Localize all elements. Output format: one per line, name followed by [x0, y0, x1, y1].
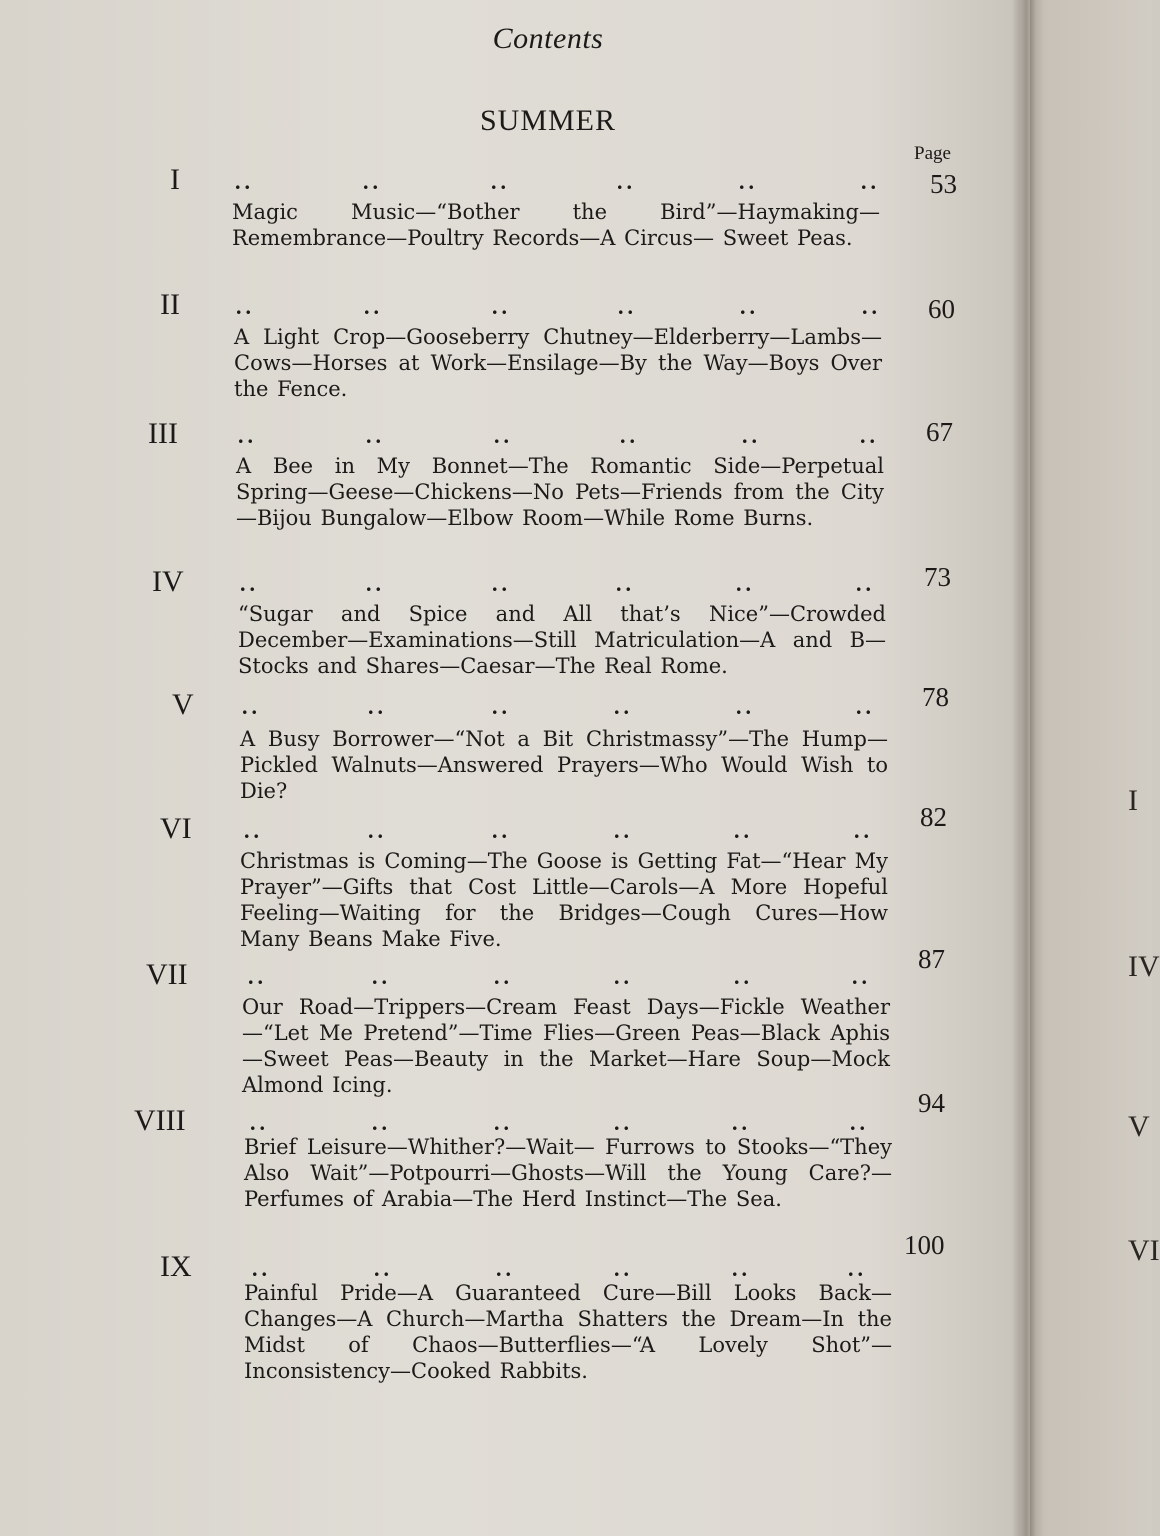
chapter-numeral: I — [170, 163, 180, 196]
chapter-description: “Sugar and Spice and All that’s Nice”—Crowded December—Examinations—Still Matriculation—A and B—Stocks and Shares—Caesar—The Real Rome. — [238, 602, 886, 678]
gutter-shadow — [1012, 0, 1036, 1536]
chapter-description: A Busy Borrower—“Not a Bit Christmassy”—The Hump—Pickled Walnuts—Answered Prayers—Who Would Wish to Die? — [240, 727, 888, 803]
facing-page-fragment: I — [1128, 784, 1138, 817]
page-number: 60 — [928, 294, 955, 324]
chapter-description: Christmas is Coming—The Goose is Getting Fat—“Hear My Prayer”—Gifts that Cost Little—Carols—A More Hopeful Feeling—Waiting for the Bridges—Cough Cures—How Many Beans Make Five. — [240, 849, 888, 951]
chapter-numeral: IV — [152, 565, 184, 598]
facing-page-fragment: V — [1128, 1110, 1150, 1143]
running-head: Contents — [492, 22, 604, 55]
chapter-numeral: V — [172, 688, 194, 721]
dot-leaders: .. .. .. .. .. .. — [252, 1256, 867, 1281]
page-number: 87 — [918, 944, 945, 974]
dot-leaders: .. .. .. .. .. .. — [236, 294, 881, 319]
chapter-description: A Light Crop—Gooseberry Chutney—Elderberry—Lambs—Cows—Horses at Work—Ensilage—By the Way—Boys Over the Fence. — [234, 325, 882, 401]
page-number: 67 — [926, 417, 953, 447]
chapter-numeral: II — [160, 288, 180, 321]
facing-page-fragment: VI — [1128, 1234, 1160, 1267]
page-number: 100 — [904, 1230, 945, 1260]
facing-page-fragment: IV — [1128, 950, 1160, 983]
chapter-description: A Bee in My Bonnet—The Romantic Side—Perpetual Spring—Geese—Chickens—No Pets—Friends from the City—Bijou Bungalow—Elbow Room—While Rome Burns. — [236, 454, 884, 530]
chapter-numeral: VI — [160, 812, 192, 845]
section-title: SUMMER — [479, 104, 617, 137]
page-number: 53 — [930, 169, 957, 199]
dot-leaders: .. .. .. .. .. .. — [242, 694, 875, 719]
chapter-description: Painful Pride—A Guaranteed Cure—Bill Looks Back—Changes—A Church—Martha Shatters the Dream—In the Midst of Chaos—Butterflies—“A Lovely Shot”—Inconsistency—Cooked Rabbits. — [244, 1281, 892, 1383]
dot-leaders: .. .. .. .. .. .. — [240, 571, 875, 596]
page-number: 78 — [922, 682, 949, 712]
chapter-numeral: IX — [160, 1250, 192, 1283]
dot-leaders: .. .. .. .. .. .. — [235, 169, 880, 194]
chapter-numeral: VII — [146, 958, 188, 991]
page-number: 82 — [920, 802, 947, 832]
dot-leaders: .. .. .. .. .. .. — [250, 1110, 869, 1135]
chapter-description: Magic Music—“Bother the Bird”—Haymaking—Remembrance—Poultry Records—A Circus— Sweet Peas. — [232, 200, 880, 250]
chapter-numeral: III — [148, 417, 178, 450]
chapter-description: Our Road—Trippers—Cream Feast Days—Fickle Weather—“Let Me Pretend”—Time Flies—Green Peas—Black Aphis—Sweet Peas—Beauty in the Market—Hare Soup—Mock Almond Icing. — [242, 995, 890, 1097]
chapter-numeral: VIII — [134, 1104, 186, 1137]
page-number: 73 — [924, 562, 951, 592]
dot-leaders: .. .. .. .. .. .. — [244, 818, 873, 843]
facing-page-edge — [1030, 0, 1152, 1536]
dot-leaders: .. .. .. .. .. .. — [248, 964, 871, 989]
page-column-label: Page — [914, 143, 951, 164]
chapter-description: Brief Leisure—Whither?—Wait— Furrows to Stooks—“They Also Wait”—Potpourri—Ghosts—Will the Young Care?—Perfumes of Arabia—The Herd Instinct—The Sea. — [244, 1135, 892, 1211]
dot-leaders: .. .. .. .. .. .. — [238, 423, 879, 448]
page-number: 94 — [918, 1088, 945, 1118]
